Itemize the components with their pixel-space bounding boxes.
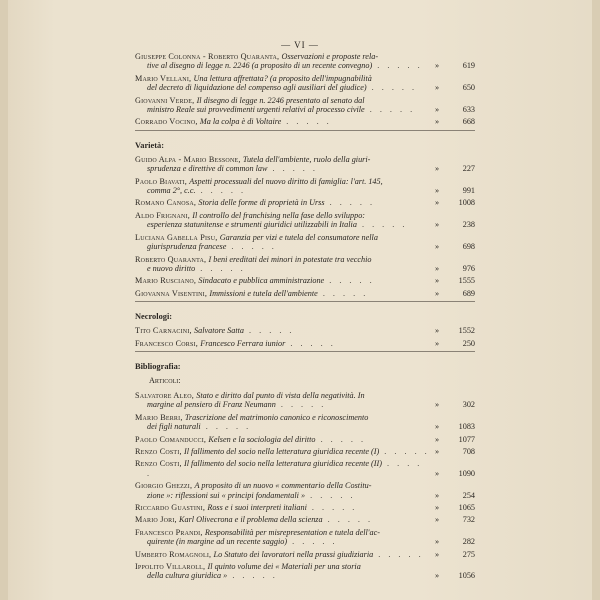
leader-dots: . . . . . (366, 83, 418, 93)
toc-entry (135, 276, 475, 285)
entry-page-number (435, 400, 475, 409)
page-value: 689 (462, 288, 475, 298)
entry-title: tive al disegno di legge n. 2246 (a proposito di un recente convegno) (147, 61, 373, 71)
ditto-mark: » (435, 198, 440, 208)
toc-entry (135, 562, 475, 581)
entry-page-number (435, 242, 475, 251)
toc-entry (135, 96, 475, 115)
ditto-mark: » (435, 490, 440, 500)
page-value: 976 (462, 263, 475, 273)
entry-title: Responsabilità per misrepresentation e tutela dell'ac- (204, 527, 380, 537)
page-value: 254 (462, 490, 475, 500)
entry-author: Paolo Biavati, (135, 176, 190, 186)
leader-dots: . . . . . (267, 164, 318, 174)
page-value: 619 (462, 61, 475, 71)
leader-dots: . . . . . (287, 537, 338, 547)
toc-entry (135, 435, 475, 444)
page-value: 1065 (458, 503, 475, 512)
entry-author: Giorgio Ghezzi, (135, 481, 195, 491)
toc-entry (135, 447, 475, 456)
toc-entry (135, 233, 475, 252)
entry-author: Giovanni Verde, (135, 95, 197, 105)
entry-title: ministro Reale sui provvedimenti urgenti relativi al processo civile (147, 105, 365, 115)
section-subheading: Articoli: (149, 375, 181, 385)
entry-page-number (435, 289, 475, 298)
page-value: 1008 (458, 198, 475, 208)
entry-author: Salvatore Aleo, (135, 390, 197, 400)
entry-author: Guido Alpa - Mario Bessone, (135, 154, 243, 164)
leader-dots: . . . . . (322, 515, 374, 525)
toc-entry (135, 177, 475, 196)
leader-dots: . . . . . (306, 503, 358, 512)
ditto-mark: » (435, 83, 440, 93)
ditto-mark: » (435, 326, 440, 336)
leader-dots: . . . . . (243, 326, 295, 336)
toc-entry (135, 339, 475, 348)
entry-page-number (435, 164, 475, 173)
entry-title: zione »: riflessioni sui « principi fondamentali » (147, 490, 306, 500)
toc-entry (135, 503, 475, 512)
entry-title: Ross e i suoi interpreti italiani (207, 503, 307, 512)
entry-title: Sindacato e pubblica amministrazione (198, 276, 325, 286)
entry-title: Immissioni e tutela dell'ambiente (209, 288, 318, 298)
entry-title: Il controllo del franchising nella fase dello sviluppo: (192, 210, 366, 220)
ditto-mark: » (435, 117, 440, 127)
ditto-mark: » (435, 276, 440, 286)
entry-author: Aldo Frignani, (135, 210, 193, 220)
page-value: 275 (462, 549, 475, 559)
page-value: 238 (462, 220, 475, 230)
entry-title: margine al pensiero di Franz Neumann (147, 400, 276, 410)
section-divider (135, 130, 475, 131)
toc-entry (135, 391, 475, 410)
ditto-mark: » (435, 434, 440, 444)
entry-title: della cultura giuridica » (147, 571, 228, 581)
page-value: 991 (462, 186, 475, 196)
page-value: 1090 (458, 468, 475, 478)
page-value: 250 (462, 338, 475, 348)
page-value: 1056 (458, 571, 475, 581)
page-value: 708 (462, 446, 475, 456)
page-value: 282 (462, 537, 475, 547)
entry-page-number (435, 105, 475, 114)
ditto-mark: » (435, 515, 440, 525)
toc-entry (135, 481, 475, 500)
leader-dots: . . . . . (285, 338, 336, 348)
entry-title: quirente (in margine ad un recente saggio) (147, 537, 288, 547)
entry-page-number (435, 198, 475, 207)
entry-page-number (435, 422, 475, 431)
entry-title: Karl Olivecrona e il problema della scienza (179, 515, 323, 525)
entry-title: Trascrizione del matrimonio canonico e riconoscimento (184, 412, 369, 422)
leader-dots: . . . . . (317, 288, 369, 298)
page-value: 1552 (458, 326, 475, 336)
toc-entry (135, 550, 475, 559)
entry-page-number (435, 220, 475, 229)
ditto-mark: » (435, 468, 440, 478)
entry-author: Corrado Vocino, (135, 117, 200, 127)
entry-author: Romano Canosa, (135, 198, 199, 208)
table-of-contents (135, 52, 475, 584)
entry-page-number (435, 264, 475, 273)
leader-dots: . . . . . (356, 220, 408, 230)
toc-entry (135, 52, 475, 71)
section-heading: Necrologi: (135, 312, 173, 322)
entry-author: Renzo Costi, (135, 446, 184, 456)
entry-page-number (435, 435, 475, 444)
ditto-mark: » (435, 186, 440, 196)
entry-author: Tito Carnacini, (135, 326, 195, 336)
toc-entry (135, 459, 475, 478)
page-value: 302 (462, 400, 475, 410)
page-number: — VI — (281, 40, 319, 50)
leader-dots: . . . . . (227, 571, 278, 581)
leader-dots: . . . . . (315, 434, 366, 444)
toc-entry (135, 198, 475, 207)
entry-title: Osservazioni e proposte rela- (281, 52, 379, 61)
leader-dots: . . . . . (281, 117, 332, 127)
ditto-mark: » (435, 61, 440, 71)
entry-page-number (435, 469, 475, 478)
entry-page-number (435, 61, 475, 70)
leader-dots: . . . . . (305, 490, 356, 500)
entry-page-number (435, 339, 475, 348)
page-value: 1555 (458, 276, 475, 286)
page-value: 668 (462, 117, 475, 127)
entry-author: Giovanna Visentini, (135, 288, 210, 298)
toc-entry (135, 289, 475, 298)
entry-title: comma 2°, c.c. (147, 186, 196, 196)
ditto-mark: » (435, 549, 440, 559)
entry-title: Garanzia per vizi e tutela del consumatore nella (219, 232, 378, 242)
entry-author: Paolo Comanducci, (135, 434, 209, 444)
entry-title: giurisprudenza francese (147, 242, 227, 252)
entry-page-number (435, 447, 475, 456)
entry-author: Roberto Quaranta, (135, 254, 209, 264)
leader-dots: . . . . . (364, 105, 416, 115)
ditto-mark: » (435, 537, 440, 547)
page-value: 227 (462, 164, 475, 174)
entry-title: Tutela dell'ambiente, ruolo della giuri- (242, 154, 371, 164)
entry-title: esperienza statunitense e strumenti giuridici utilizzabili in Italia (147, 220, 357, 230)
entry-page-number (435, 571, 475, 580)
entry-author: Mario Jori, (135, 515, 180, 525)
leader-dots: . . . . . (200, 422, 252, 432)
entry-title: Una lettura affrettata? (a proposito dell'impugnabilità (193, 73, 372, 83)
entry-title: Il fallimento del socio nella letteratura giuridica recente (I) (184, 446, 380, 456)
leader-dots: . . . . . (195, 186, 246, 196)
entry-author: Mario Berri, (135, 412, 185, 422)
leader-dots: . . . . . (372, 61, 423, 71)
ditto-mark: » (435, 105, 440, 115)
section-heading: Varietà: (135, 140, 164, 150)
toc-entry (135, 74, 475, 93)
book-page (8, 0, 592, 600)
entry-author: Francesco Prandi, (135, 527, 205, 537)
page-value: 1083 (458, 422, 475, 432)
toc-entry (135, 117, 475, 126)
leader-dots: . . . . . (373, 549, 424, 559)
entry-author: Luciana Gabella Pisu, (135, 232, 220, 242)
entry-title: Storia delle forme di proprietà in Urss (198, 198, 325, 208)
page-value: 650 (462, 83, 475, 93)
leader-dots: . . . . . (379, 446, 430, 456)
leader-dots: . . . . . (147, 459, 423, 478)
entry-page-number (435, 83, 475, 92)
section-divider (135, 301, 475, 302)
toc-entry (135, 255, 475, 274)
toc-entry (135, 326, 475, 335)
entry-title: Francesco Ferrara iunior (200, 338, 286, 348)
entry-author: Ippolito Villaroll, (135, 562, 208, 572)
section-divider (135, 351, 475, 352)
entry-title: I beni ereditati dei minori in potestate tra vecchio (208, 254, 372, 264)
toc-entry (135, 528, 475, 547)
entry-title: Il quinto volume dei « Materiali per una storia (207, 562, 361, 572)
page-value: 732 (462, 515, 475, 525)
entry-author: Mario Rusciano, (135, 276, 199, 286)
ditto-mark: » (435, 288, 440, 298)
entry-title: sprudenza e direttive di common law (147, 164, 268, 174)
entry-page-number (435, 276, 475, 285)
entry-title: Kelsen e la sociologia del diritto (208, 434, 316, 444)
toc-entry (135, 515, 475, 524)
entry-page-number (435, 515, 475, 524)
entry-page-number (435, 503, 475, 512)
leader-dots: . . . . . (324, 276, 375, 286)
ditto-mark: » (435, 422, 440, 432)
leader-dots: . . . . . (275, 400, 327, 410)
entry-page-number (435, 326, 475, 335)
entry-title: Il disegno di legge n. 2246 presentato al senato dal (196, 95, 365, 105)
entry-author: Mario Vellani, (135, 73, 194, 83)
entry-author: Renzo Costi, (135, 459, 184, 469)
ditto-mark: » (435, 164, 440, 174)
ditto-mark: » (435, 400, 440, 410)
section-heading: Bibliografia: (135, 361, 181, 371)
entry-page-number (435, 537, 475, 546)
leader-dots: . . . . . (226, 242, 277, 252)
page-value: 698 (462, 242, 475, 252)
ditto-mark: » (435, 220, 440, 230)
entry-title: Lo Statuto dei lavoratori nella prassi giudiziaria (213, 549, 374, 559)
entry-author: Umberto Romagnoli, (135, 549, 214, 559)
entry-page-number (435, 491, 475, 500)
entry-title: Stato e diritto dal punto di vista della negatività. In (196, 390, 365, 400)
page-value: 633 (462, 105, 475, 115)
entry-author: Giuseppe Colonna - Roberto Quaranta, (135, 52, 282, 61)
toc-entry (135, 211, 475, 230)
entry-title: del decreto di liquidazione del compenso agli ausiliari del giudice) (147, 83, 367, 93)
entry-title: Il fallimento del socio nella letteratura giuridica recente (II) (184, 459, 382, 469)
ditto-mark: » (435, 242, 440, 252)
entry-title: A proposito di un nuovo « commentario della Costitu- (194, 481, 372, 491)
entry-page-number (435, 117, 475, 126)
leader-dots: . . . . . (195, 263, 246, 273)
entry-author: Francesco Corsi, (135, 338, 201, 348)
page-value: 1077 (458, 434, 475, 444)
entry-title: Aspetti processuali del nuovo diritto di famiglia: l'art. 145, (189, 176, 383, 186)
ditto-mark: » (435, 571, 440, 581)
ditto-mark: » (435, 263, 440, 273)
entry-title: e nuovo diritto (147, 263, 196, 273)
toc-entry (135, 155, 475, 174)
ditto-mark: » (435, 446, 440, 456)
entry-title: Ma la colpa è di Voltaire (199, 117, 282, 127)
entry-title: dei figli naturali (147, 422, 201, 432)
ditto-mark: » (435, 338, 440, 348)
ditto-mark: » (435, 503, 440, 512)
entry-title: Salvatore Satta (194, 326, 244, 336)
leader-dots: . . . . . (324, 198, 376, 208)
toc-entry (135, 413, 475, 432)
entry-author: Riccardo Guastini, (135, 503, 208, 512)
entry-page-number (435, 186, 475, 195)
entry-page-number (435, 550, 475, 559)
